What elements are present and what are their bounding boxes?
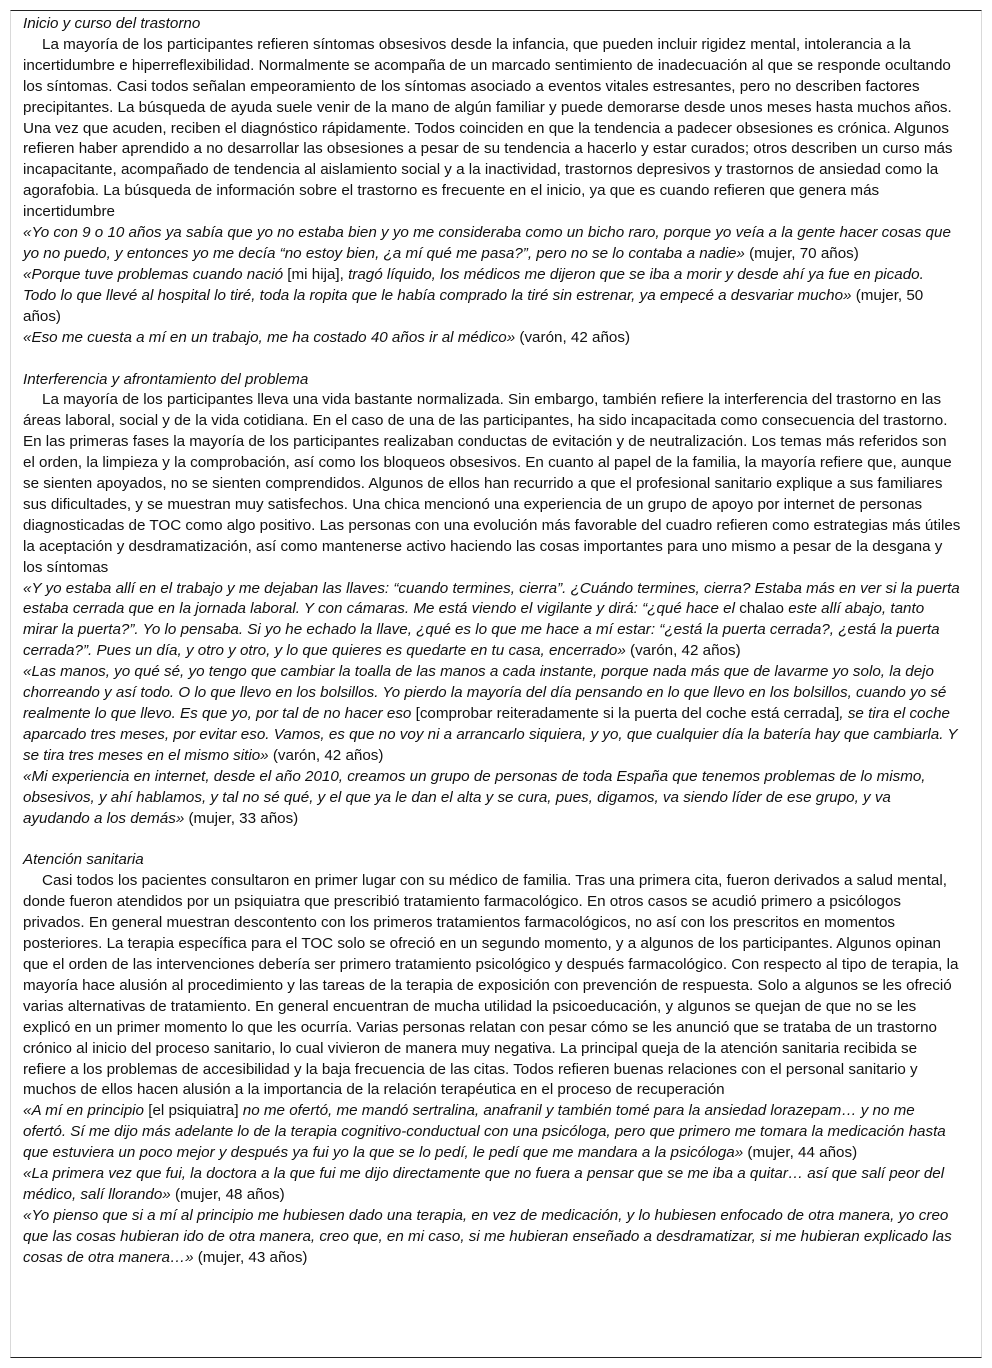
quote: «Yo con 9 o 10 años ya sabía que yo no estaba bien y yo me consideraba como un bicho raro, porque yo veía a la gente hacer cosas que yo no puedo, y entonces yo me decía “no estoy bien, ¿a mí qué me pasa?”, pero no se lo contaba a nadie» (mujer, 70 años) xyxy=(23,224,951,262)
section-heading: Inicio y curso del trastorno xyxy=(23,15,201,32)
section-heading: Atención sanitaria xyxy=(23,851,144,869)
table-cell xyxy=(23,14,961,1269)
quote: «La primera vez que fui, la doctora a la que fui me dijo directamente que no fuera a pensar que se me iba a quitar… así que salí peor del médico, salí llorando» (mujer, 48 años) xyxy=(23,1165,945,1203)
table-frame xyxy=(10,10,982,1358)
quote: «Porque tuve problemas cuando nació [mi hija], tragó líquido, los médicos me dijeron que se iba a morir y desde ahí ya fue en picado. Todo lo que llevé al hospital lo tiré, toda la ropita que le había comprado la tiré sin estrenar, ya empecé a desvariar mucho» (mujer, 50 años) xyxy=(23,265,924,325)
section-body: Casi todos los pacientes consultaron en primer lugar con su médico de familia. Tras una primera cita, fueron derivados a salud mental, donde fueron atendidos por un psiquiatra que prescribió tratamiento farmacológico. En otros casos se acudió primero a psicólogos privados. En general muestran descontento con los primeros tratamientos farmacológicos, no así con los prescritos en momentos posteriores. La terapia específica para el TOC solo se ofreció en un segundo momento, y a algunos de los participantes. Algunos opinan que el orden de las intervenciones debería ser primero tratamiento psicológico y después farmacológico. Con respecto al tipo de terapia, la mayoría hace alusión al procedimiento y las tareas de la terapia de exposición con prevención de respuesta. Solo a algunos se les ofreció varias alternativas de tratamiento. En general encuentran de mucha utilidad la psicoeducación, y algunos se quejan de que no se les explicó en un primer momento lo que les ocurría. Varias personas relatan con pesar cómo se les anunció que se trataba de un trastorno crónico al inicio del proceso sanitario, lo cual vivieron de manera muy negativa. La principal queja de la atención sanitaria recibida se refiere a los problemas de accesibilidad y la baja frecuencia de las citas. Todos refieren buenas relaciones con el personal sanitario y muchos de ellos hacen alusión a la importancia de la relación terapéutica en el proceso de recuperación xyxy=(23,872,959,1099)
quote: «A mí en principio [el psiquiatra] no me ofertó, me mandó sertralina, anafranil y también tomé para la ansiedad lorazepam… y no me ofertó. Sí me dijo más adelante lo de la terapia cognitivo-conductual con una psicóloga, pero que primero me tomara la medicación hasta que estuviera un poco mejor y después ya fui yo la que se lo pedí, le pedí que me mandara a la psicóloga» (mujer, 44 años) xyxy=(23,1102,946,1162)
section-body: La mayoría de los participantes refieren síntomas obsesivos desde la infancia, que pueden incluir rigidez mental, intolerancia a la incertidumbre e hiperreflexibilidad. Normalmente se acompaña de un marcado sentimiento de inadecuación al que se responde ocultando los síntomas. Casi todos señalan empeoramiento de los síntomas asociado a eventos vitales estresantes, pero no describen factores precipitantes. La búsqueda de ayuda suele venir de la mano de algún familiar y puede demorarse desde unos meses hasta muchos años. Una vez que acuden, reciben el diagnóstico rápidamente. Todos coinciden en que la tendencia a padecer obsesiones es crónica. Algunos refieren haber aprendido a no desarrollar las obsesiones a pesar de su tendencia a hacerlo y estar curados; otros describen un curso más incapacitante, acompañado de tendencia al aislamiento social y a la inactividad, trastornos depresivos y trastornos de ansiedad como la agorafobia. La búsqueda de información sobre el trastorno es frecuente en el inicio, ya que es cuando refieren que genera más incertidumbre xyxy=(23,35,953,221)
section-body: La mayoría de los participantes lleva una vida bastante normalizada. Sin embargo, también refiere la interferencia del trastorno en las áreas laboral, social y de la vida cotidiana. En el caso de una de las participantes, ha sido incapacitada como consecuencia del trastorno. En las primeras fases la mayoría de los participantes realizaban conductas de evitación y de neutralización. Los temas más referidos son el orden, la limpieza y la comprobación, así como los bloqueos obsesivos. En cuanto al papel de la familia, la mayoría refiere que, aunque se sienten apoyados, no se sienten comprendidos. Algunos de ellos han recurrido a que el profesional sanitario explique a sus familiares sus dificultades, y se muestran muy satisfechos. Una chica mencionó una experiencia de un grupo de apoyo por internet de personas diagnosticadas de TOC como algo positivo. Las personas con una evolución más favorable del cuadro refieren como estrategias más útiles la aceptación y desdramatización, así como mantenerse activo haciendo las cosas importantes para uno mismo a pesar de la desgana y los síntomas xyxy=(23,391,961,576)
section-heading: Interferencia y afrontamiento del problema xyxy=(23,370,309,388)
quote: «Eso me cuesta a mí en un trabajo, me ha costado 40 años ir al médico» (varón, 42 años) xyxy=(23,328,630,346)
quote: «Las manos, yo qué sé, yo tengo que cambiar la toalla de las manos a cada instante, porque nada más que de lavarme yo solo, la dejo chorreando y así todo. O lo que llevo en los bolsillos. Yo pierdo la mayoría del día pensando en lo que llevo en los bolsillos, cuando yo sé realmente lo que llevo. Es que yo, por tal de no hacer eso [comprobar reiteradamente si la puerta del coche está cerrada], se tira el coche aparcado tres meses, por evitar eso. Vamos, es que no voy ni a arrancarlo siquiera, y yo, que cualquier día la batería hay que cambiarla. Y se tira tres meses en el mismo sitio» (varón, 42 años) xyxy=(23,663,958,764)
spacer xyxy=(23,829,961,850)
quote: «Yo pienso que si a mí al principio me hubiesen dado una terapia, en vez de medicación, y lo hubiesen enfocado de otra manera, yo creo que las cosas hubieran ido de otra manera, creo que, en mi caso, si me hubieran enseñado a desdramatizar, si me hubieran explicado las cosas de otra manera…» (mujer, 43 años) xyxy=(23,1206,952,1266)
quote: «Mi experiencia en internet, desde el año 2010, creamos un grupo de personas de toda España que tenemos problemas de lo mismo, obsesivos, y ahí hablamos, y tal no sé qué, y el que ya le dan el alta y se cura, pues, digamos, va siendo líder de ese grupo, y va ayudando a los demás» (mujer, 33 años) xyxy=(23,767,926,827)
spacer xyxy=(23,349,961,370)
quote: «Y yo estaba allí en el trabajo y me dejaban las llaves: “cuando termines, cierra”. ¿Cuándo termines, cierra? Estaba más en ver si la puerta estaba cerrada que en la jornada laboral. Y con cámaras. Me está viendo el vigilante y dirá: “¿qué hace el chalao este allí abajo, tanto mirar la puerta?”. Yo lo pensaba. Si yo he echado la llave, ¿qué es lo que me hace a mí estar: “¿está la puerta cerrada?, ¿está la puerta cerrada?”. Pues un día, y otro y otro, y lo que quieres es quedarte en tu casa, encerrado» (varón, 42 años) xyxy=(23,579,960,660)
